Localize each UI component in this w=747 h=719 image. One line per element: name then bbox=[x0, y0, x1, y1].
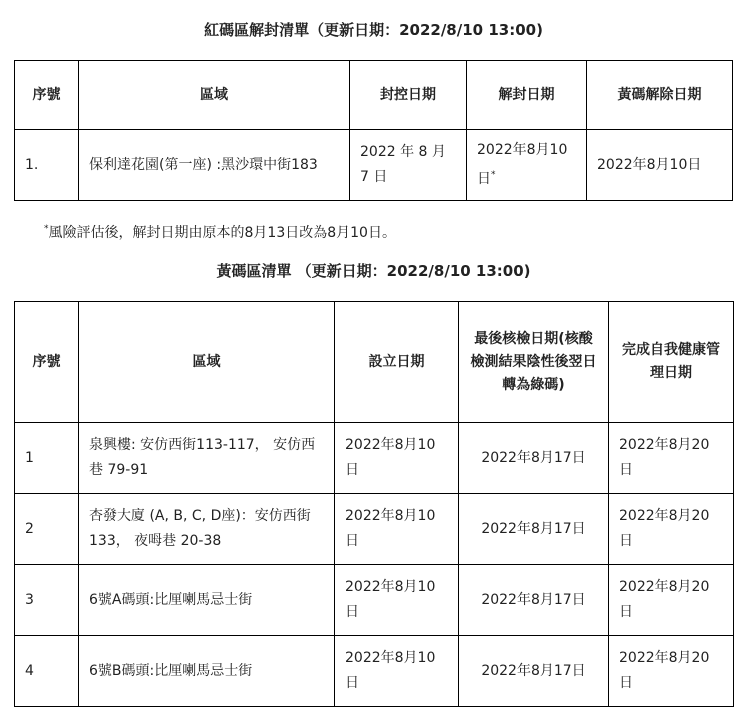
column-header-lockdown-date: 封控日期 bbox=[350, 61, 467, 130]
row-yellow-end-date: 2022年8月10日 bbox=[587, 130, 733, 201]
row-set-date: 2022年8月10日 bbox=[335, 494, 459, 565]
row-last-check-date: 2022年8月17日 bbox=[459, 494, 609, 565]
row-number: 1 bbox=[15, 423, 79, 494]
row-complete-date: 2022年8月20日 bbox=[609, 423, 734, 494]
table-row bbox=[15, 494, 734, 565]
row-set-date: 2022年8月10日 bbox=[335, 636, 459, 707]
yellow-zone-table bbox=[14, 301, 734, 707]
row-complete-date: 2022年8月20日 bbox=[609, 636, 734, 707]
column-header-complete-date: 完成自我健康管理日期 bbox=[609, 302, 734, 423]
row-area: 6號A碼頭:比厘喇馬忌士街 bbox=[79, 565, 335, 636]
row-lockdown-date: 2022 年 8 月 7 日 bbox=[350, 130, 467, 201]
footnote-mark: * bbox=[44, 224, 49, 234]
lifted-date-text: 2022年8月10日 bbox=[477, 142, 568, 187]
column-header-number: 序號 bbox=[15, 302, 79, 423]
red-zone-heading: 紅碼區解封清單（更新日期：2022/8/10 13:00) bbox=[204, 21, 543, 39]
column-header-lifted-date: 解封日期 bbox=[467, 61, 587, 130]
table-header-row bbox=[15, 302, 734, 423]
row-area: 保利達花園(第一座) :黑沙環中街183 bbox=[79, 130, 350, 201]
row-last-check-date: 2022年8月17日 bbox=[459, 565, 609, 636]
column-header-yellow-end-date: 黃碼解除日期 bbox=[587, 61, 733, 130]
table-header-row bbox=[15, 61, 733, 130]
row-lifted-date bbox=[467, 130, 587, 201]
red-zone-table bbox=[14, 60, 733, 201]
footnote-text: 風險評估後，解封日期由原本的8月13日改為8月10日。 bbox=[48, 225, 396, 241]
column-header-number: 序號 bbox=[15, 61, 79, 130]
row-last-check-date: 2022年8月17日 bbox=[459, 636, 609, 707]
row-area: 杏發大廈 (A, B, C, D座)：安仿西街133， 夜呣巷 20-38 bbox=[79, 494, 335, 565]
row-area: 6號B碼頭:比厘喇馬忌士街 bbox=[79, 636, 335, 707]
row-number: 1. bbox=[15, 130, 79, 201]
row-set-date: 2022年8月10日 bbox=[335, 423, 459, 494]
yellow-zone-heading: 黃碼區清單 （更新日期：2022/8/10 13:00) bbox=[216, 262, 531, 280]
footnote bbox=[44, 219, 396, 243]
row-number: 3 bbox=[15, 565, 79, 636]
column-header-area: 區域 bbox=[79, 61, 350, 130]
row-complete-date: 2022年8月20日 bbox=[609, 494, 734, 565]
row-complete-date: 2022年8月20日 bbox=[609, 565, 734, 636]
row-set-date: 2022年8月10日 bbox=[335, 565, 459, 636]
footnote-mark: * bbox=[491, 170, 496, 180]
row-area: 泉興樓: 安仿西街113-117， 安仿西巷 79-91 bbox=[79, 423, 335, 494]
column-header-area: 區域 bbox=[79, 302, 335, 423]
column-header-set-date: 設立日期 bbox=[335, 302, 459, 423]
table-row bbox=[15, 565, 734, 636]
row-number: 2 bbox=[15, 494, 79, 565]
table-row bbox=[15, 636, 734, 707]
column-header-last-check-date: 最後核檢日期(核酸檢測結果陰性後翌日轉為綠碼) bbox=[459, 302, 609, 423]
row-number: 4 bbox=[15, 636, 79, 707]
table-row bbox=[15, 423, 734, 494]
row-last-check-date: 2022年8月17日 bbox=[459, 423, 609, 494]
table-row bbox=[15, 130, 733, 201]
